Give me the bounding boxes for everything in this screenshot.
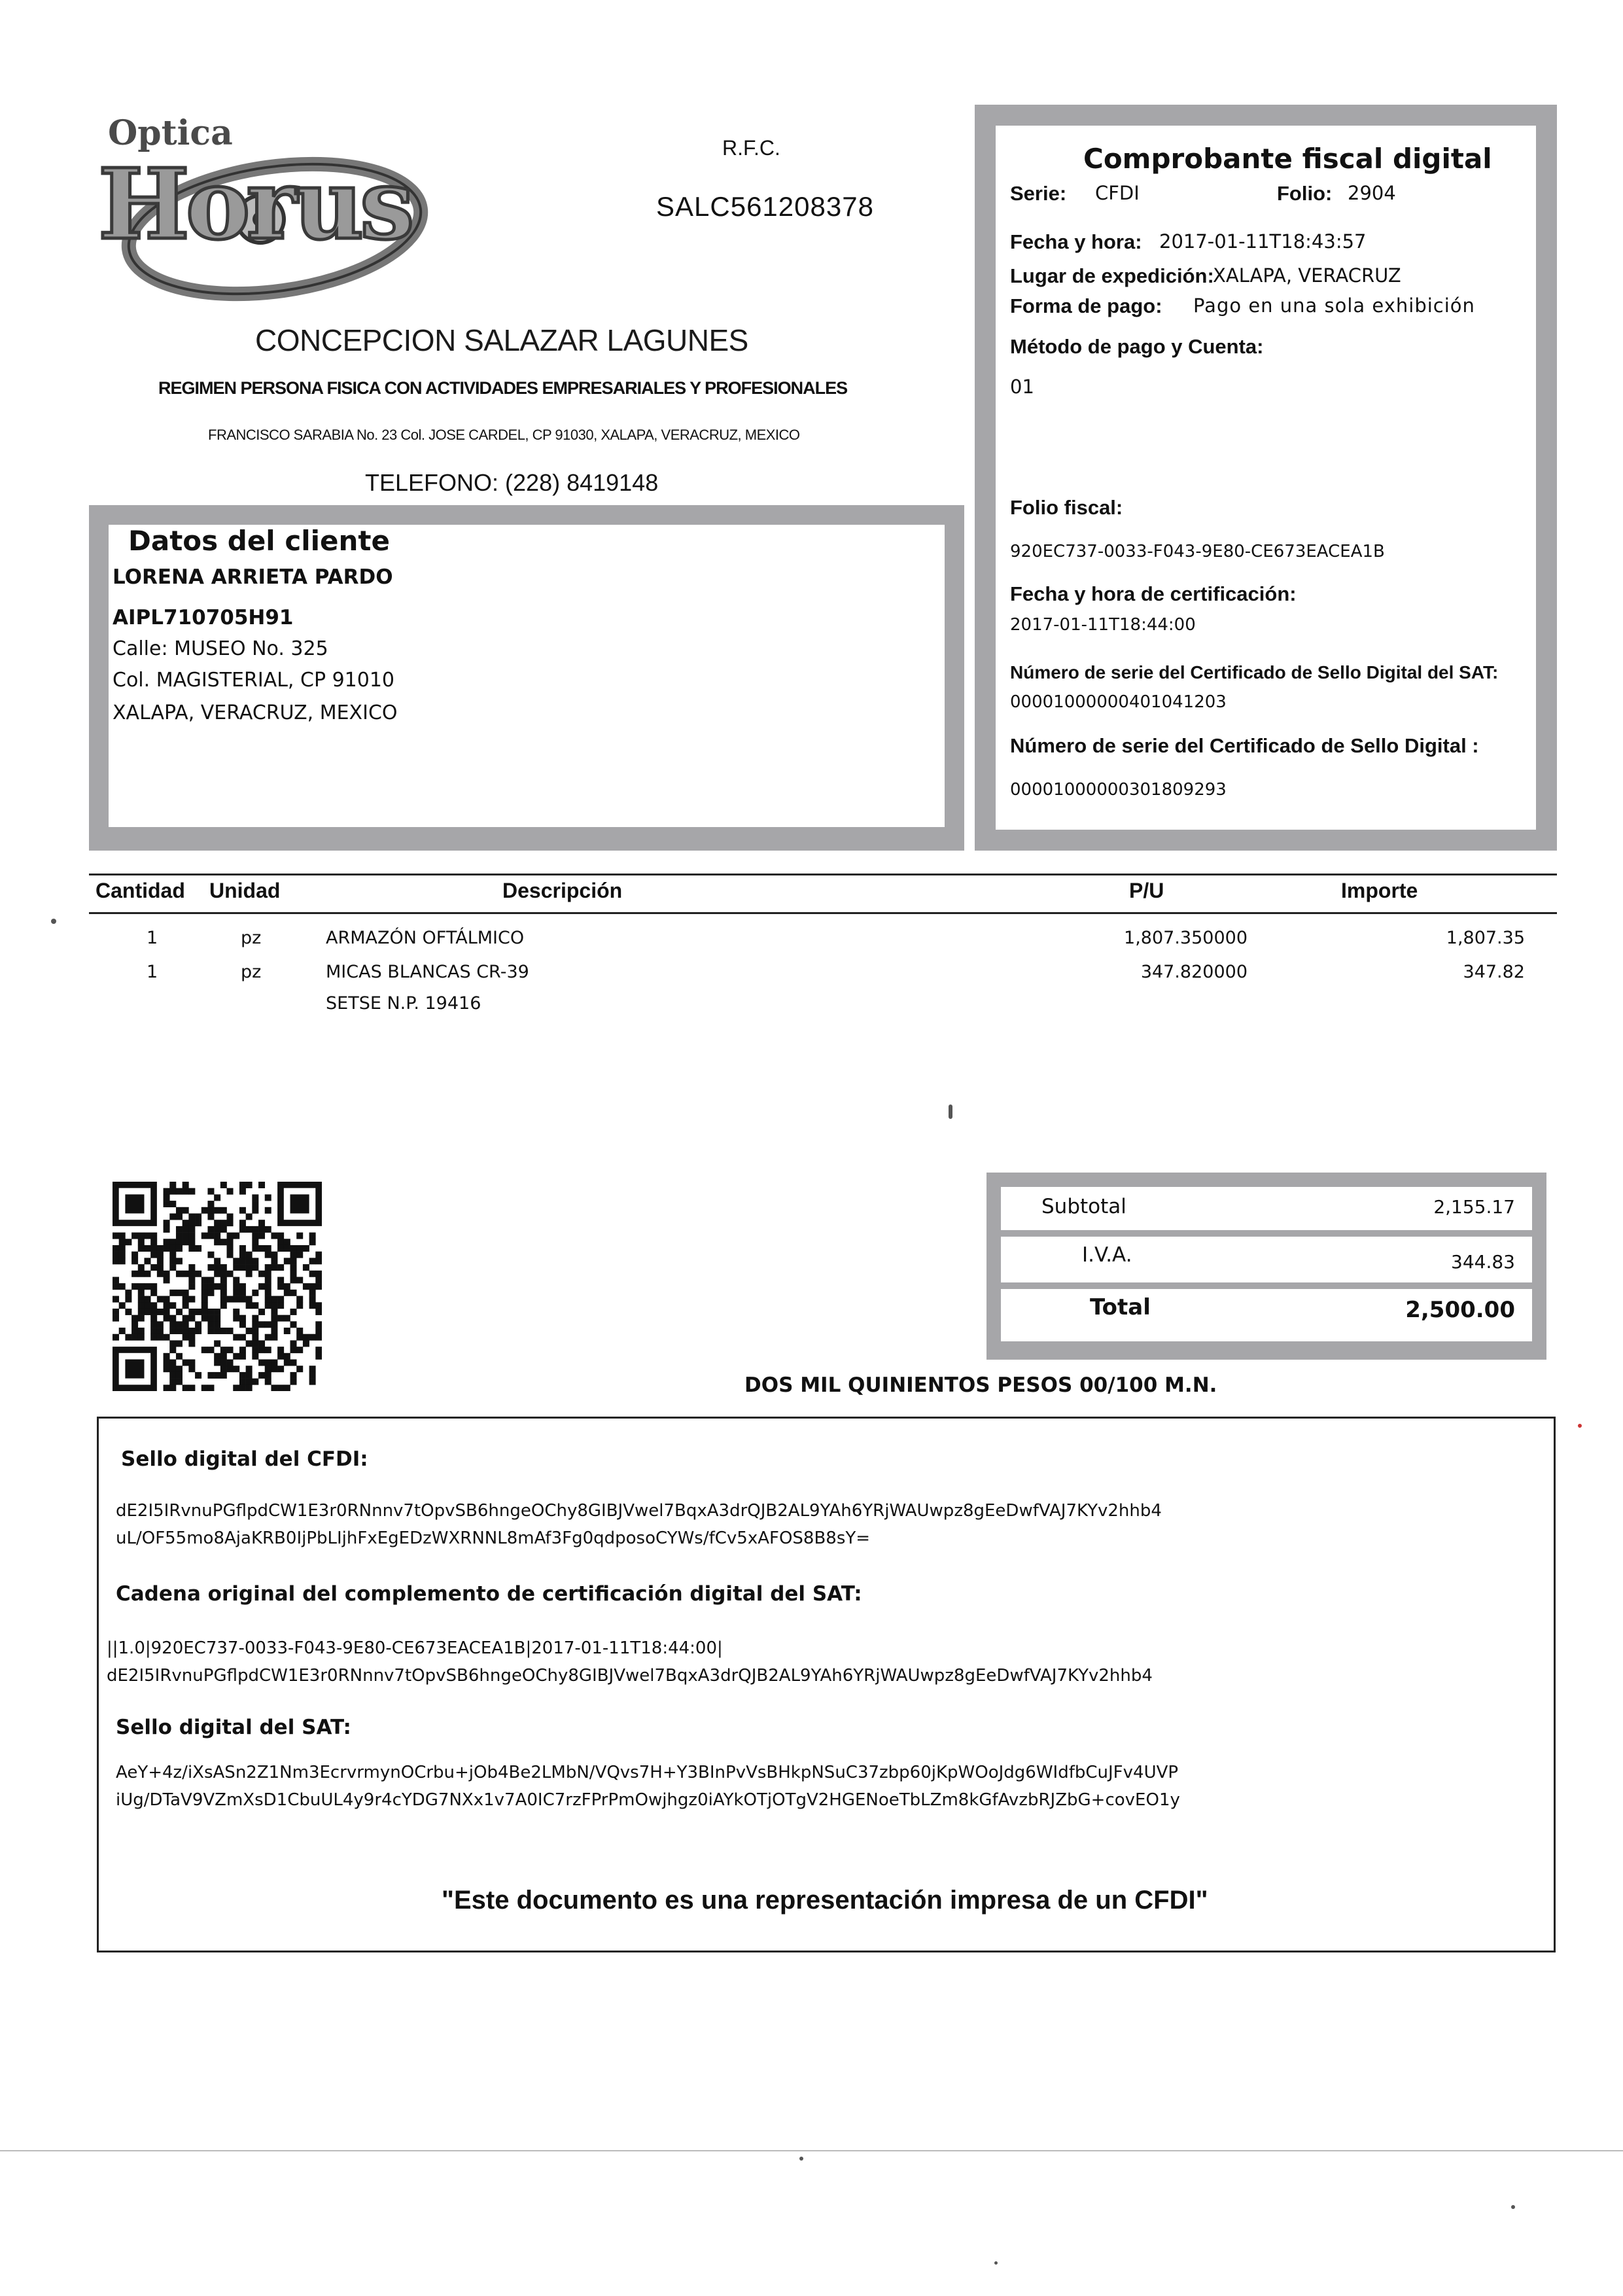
scan-speck [1511,2205,1515,2209]
chain-label: Cadena original del complemento de certificación digital del SAT: [116,1582,862,1606]
chain-value: ||1.0|920EC737-0033-F043-9E80-CE673EACEA1B|2017-01-11T18:44:00| dE2I5IRvnuPGflpdCW1E3r0RNnnv7tOpvSB6hngeOChy8GIBJVwel7BqxA3drQJB2AL9YAh6YRjWAUwpz8gEeDwfVAJ7KYv2hhb4 [107,1638,1153,1686]
scan-speck [1578,1424,1582,1428]
metodo-label: Método de pago y Cuenta: [1010,335,1264,358]
forma-value: Pago en una sola exhibición [1193,294,1475,317]
row-unit: pz [241,928,262,948]
lugar-value: XALAPA, VERACRUZ [1213,264,1401,287]
issuer-rfc: SALC561208378 [656,191,874,222]
rfc-label: R.F.C. [722,136,780,160]
row-amount: 1,807.35 [1446,928,1525,948]
subtotal-label: Subtotal [1041,1195,1126,1218]
fecha-label: Fecha y hora: [1010,230,1142,253]
issuer-regime: REGIMEN PERSONA FISICA CON ACTIVIDADES EMPRESARIALES Y PROFESIONALES [158,378,848,398]
amount-in-words: DOS MIL QUINIENTOS PESOS 00/100 M.N. [744,1373,1217,1397]
table-top-rule [89,874,1557,875]
iva-cell [1001,1237,1532,1282]
cfdi-seal-value: dE2I5IRvnuPGflpdCW1E3r0RNnnv7tOpvSB6hngeOChy8GIBJVwel7BqxA3drQJB2AL9YAh6YRjWAUwpz8gEeDwfVAJ7KYv2hhb4 uL/OF55mo8AjaKRB0IjPbLIjhFxEgEDzWXRNNL8mAf3Fg0qdposoCYWs/fCv5xAFOS8B8sY= [116,1501,1162,1548]
scan-speck [799,2157,803,2161]
iva-label: I.V.A. [1082,1243,1132,1267]
row-amount: 347.82 [1463,962,1525,982]
client-rfc: AIPL710705H91 [113,606,294,629]
header-amount: Importe [1341,879,1418,902]
row-pu: 1,807.350000 [1124,928,1248,948]
cert-sat-value: 00001000000401041203 [1010,692,1227,712]
total-label: Total [1090,1294,1151,1320]
serie-label: Serie: [1010,182,1067,205]
client-title: Datos del cliente [128,525,390,557]
header-desc: Descripción [502,879,623,902]
cfdi-seal-label: Sello digital del CFDI: [121,1447,368,1471]
row-qty: 1 [147,962,158,982]
client-name: LORENA ARRIETA PARDO [113,565,393,589]
header-pu: P/U [1129,879,1164,902]
company-logo [98,108,451,311]
subtotal-value: 2,155.17 [1433,1196,1515,1218]
sat-seal-value: AeY+4z/iXsASn2Z1Nm3EcrvrmynOCrbu+jOb4Be2LMbN/VQvs7H+Y3BInPvVsBHkpNSuC37zbp60jKpWOoJdg6WIdfbCuJFv4UVP iUg/DTaV9VZmXsD1CbuUL4y9r4cYDG7NXx1v7A0IC7rzFPrPmOwjhgz0iAYkOTjOTgV2HGENoeTbLZm8kGfAvzbRJZbG+covEO1y [116,1763,1180,1810]
cert-label: Número de serie del Certificado de Sello Digital : [1010,734,1479,757]
fecha-cert-label: Fecha y hora de certificación: [1010,582,1297,605]
fecha-value: 2017-01-11T18:43:57 [1159,230,1367,253]
subtotal-cell [1001,1187,1532,1230]
issuer-address: FRANCISCO SARABIA No. 23 Col. JOSE CARDEL, CP 91030, XALAPA, VERACRUZ, MEXICO [208,427,800,443]
row-desc-line2: SETSE N.P. 19416 [326,993,481,1014]
scan-edge-line [0,2150,1623,2151]
client-colony: Col. MAGISTERIAL, CP 91010 [113,669,395,692]
metodo-value: 01 [1010,376,1034,398]
fiscal-box [996,126,1536,830]
cert-value: 00001000000301809293 [1010,780,1227,800]
row-desc: MICAS BLANCAS CR-39 [326,962,529,982]
scan-speck [949,1104,952,1119]
client-street: Calle: MUSEO No. 325 [113,637,328,660]
row-pu: 347.820000 [1140,962,1248,982]
forma-label: Forma de pago: [1010,294,1162,317]
header-unit: Unidad [209,879,281,902]
client-city: XALAPA, VERACRUZ, MEXICO [113,701,398,724]
fecha-cert-value: 2017-01-11T18:44:00 [1010,615,1196,635]
total-value: 2,500.00 [1405,1297,1515,1323]
cert-sat-label: Número de serie del Certificado de Sello Digital del SAT: [1010,662,1499,682]
scan-speck [51,919,56,924]
row-unit: pz [241,962,262,982]
iva-value: 344.83 [1451,1251,1515,1273]
header-qty: Cantidad [96,879,185,902]
folio-fiscal-value: 920EC737-0033-F043-9E80-CE673EACEA1B [1010,542,1385,561]
total-cell [1001,1289,1532,1341]
issuer-name: CONCEPCION SALAZAR LAGUNES [255,323,748,357]
folio-fiscal-label: Folio fiscal: [1010,496,1123,519]
seals-box [97,1417,1556,1952]
sat-seal-label: Sello digital del SAT: [116,1716,351,1739]
client-box [109,525,945,827]
qr-code [113,1182,322,1391]
logo-word-horus: Horus [98,147,411,261]
row-desc: ARMAZÓN OFTÁLMICO [326,928,525,948]
cfdi-disclaimer: "Este documento es una representación impresa de un CFDI" [442,1886,1208,1915]
fiscal-title: Comprobante fiscal digital [1083,143,1492,175]
lugar-label: Lugar de expedición: [1010,264,1214,287]
serie-value: CFDI [1095,182,1140,204]
folio-value: 2904 [1348,182,1396,204]
table-header-rule [89,912,1557,914]
issuer-phone: TELEFONO: (228) 8419148 [365,469,659,496]
logo-word-optica: Optica [108,113,233,153]
folio-label: Folio: [1277,182,1333,205]
row-qty: 1 [147,928,158,948]
scan-speck [994,2261,998,2265]
